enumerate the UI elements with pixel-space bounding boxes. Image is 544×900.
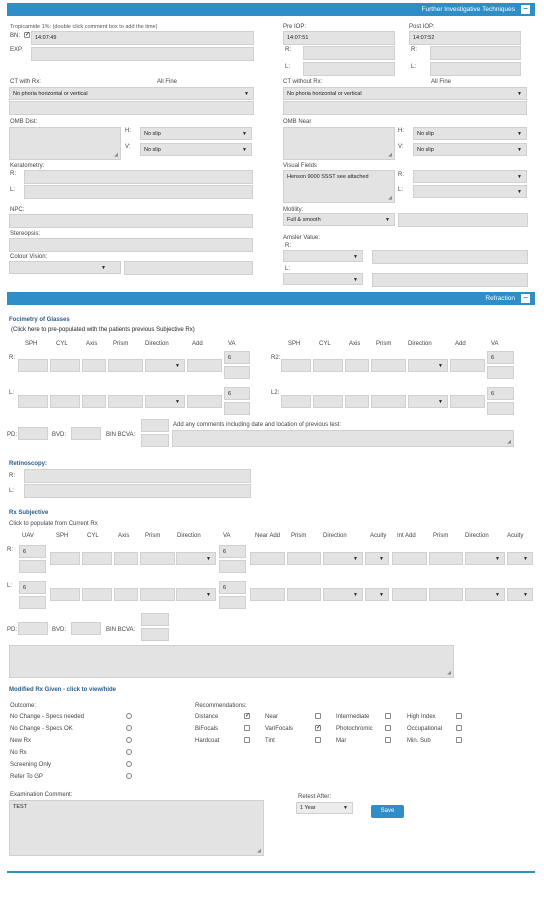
bn-label: BN: — [10, 33, 21, 39]
motility-select[interactable] — [283, 213, 395, 226]
rec-mar-checkbox[interactable] — [385, 737, 391, 743]
foci-l2-add[interactable] — [450, 395, 485, 408]
outcome-1-label: No Change - Specs OK — [10, 726, 73, 732]
foci-r-axis[interactable] — [82, 359, 106, 372]
footer-divider — [7, 871, 535, 873]
sub-col-va: VA — [223, 533, 231, 539]
resize-handle-icon: ◢ — [507, 439, 511, 445]
outcome-3-label: No Rx — [10, 750, 27, 756]
omb-dist-h-label: H: — [125, 128, 131, 134]
sub-pd-label: PD: — [7, 627, 18, 633]
exp-field[interactable] — [31, 47, 254, 61]
col-cyl: CYL — [56, 341, 68, 347]
keratometry-label: Keratometry: — [10, 163, 45, 169]
kerato-r-field[interactable] — [24, 170, 253, 184]
foci-l-label: L: — [9, 390, 15, 396]
omb-dist-h-value: No slip — [144, 131, 161, 137]
chevron-down-icon: ▼ — [101, 265, 106, 271]
sub-col-direction: Direction — [177, 533, 201, 539]
sub-r-direction[interactable] — [176, 552, 216, 565]
omb-near-h-value: No slip — [417, 131, 434, 137]
npc-label: NPC: — [10, 207, 25, 213]
motility-label: Motility: — [283, 207, 304, 213]
chevron-down-icon: ▼ — [438, 399, 443, 405]
foci-l2-cyl[interactable] — [313, 395, 343, 408]
sub-col-near-acuity: Acuity — [370, 533, 387, 539]
foci-bin-bcva-2[interactable] — [141, 434, 169, 447]
outcome-3-radio[interactable] — [126, 749, 132, 755]
sub-l-near-acuity[interactable] — [365, 588, 389, 601]
sub-r-near-direction[interactable] — [323, 552, 363, 565]
sub-bin-bcva-label: BIN BCVA: — [106, 627, 136, 633]
sub-col-prism: Prism — [145, 533, 161, 539]
bn-time-field[interactable]: 14:07:49 — [31, 31, 254, 45]
fit-title: Further Investigative Techniques — [421, 6, 515, 13]
foci-l2-prism[interactable] — [371, 395, 406, 408]
comments-hint: Add any comments including date and location of previous test: — [173, 422, 342, 428]
rec-intermediate-checkbox[interactable] — [385, 713, 391, 719]
foci-r2-sph[interactable] — [281, 359, 311, 372]
recommendations-label: Recommendations: — [195, 703, 247, 709]
sub-col-int-add: Int Add — [397, 533, 416, 539]
outcome-label: Outcome: — [10, 703, 37, 709]
col-sph: SPH — [25, 341, 38, 347]
save-button[interactable]: Save — [371, 805, 404, 818]
foci-comments-textarea[interactable] — [172, 430, 514, 447]
sub-r-prism[interactable] — [140, 552, 175, 565]
omb-near-v-label: V: — [398, 144, 404, 150]
foci-l2-direction[interactable] — [408, 395, 448, 408]
pre-iop-label: Pre IOP: — [283, 24, 307, 30]
foci-r-sph[interactable] — [18, 359, 48, 372]
sub-r-label: R: — [7, 547, 13, 553]
foci-l-va[interactable]: 6 — [224, 387, 250, 400]
col2-axis: Axis — [349, 341, 361, 347]
amsler-r-comment[interactable] — [372, 250, 528, 264]
tropicamide-label: Tropicamide 1%: (double click comment box to add the time) — [10, 24, 158, 30]
vf-r-select[interactable] — [413, 170, 527, 183]
sub-l-int-prism[interactable] — [429, 588, 463, 601]
outcome-1-radio[interactable] — [126, 725, 132, 731]
post-iop-label: Post IOP: — [409, 24, 435, 30]
sub-r-int-acuity[interactable] — [507, 552, 533, 565]
kerato-l-label: L: — [10, 187, 16, 193]
visual-fields-value: Henson 9000 SSST see attached — [287, 174, 369, 180]
sub-col-near-prism: Prism — [291, 533, 307, 539]
sub-l-int-add[interactable] — [392, 588, 427, 601]
resize-handle-icon: ◢ — [257, 848, 261, 854]
foci-l-va2[interactable] — [224, 402, 250, 415]
retino-r-label: R: — [9, 473, 15, 479]
sub-col-int-prism: Prism — [433, 533, 449, 539]
vf-l-label: L: — [398, 187, 404, 193]
foci-r-prism[interactable] — [108, 359, 143, 372]
refraction-title: Refraction — [485, 295, 515, 302]
foci-r2-va[interactable]: 6 — [487, 351, 514, 364]
sub-bin-bcva-2[interactable] — [141, 628, 169, 641]
foci-l2-label: L2: — [271, 390, 280, 396]
kerato-r-label: R: — [10, 171, 16, 177]
chevron-down-icon: ▼ — [353, 556, 358, 562]
retino-r-field[interactable] — [24, 469, 251, 483]
refraction-header[interactable] — [7, 292, 535, 305]
motility-value: Full & smooth — [287, 217, 321, 223]
ct-with-value: No phoria horizontal or vertical — [13, 91, 88, 97]
collapse-icon[interactable]: − — [521, 294, 530, 303]
sub-r-cyl[interactable] — [82, 552, 112, 565]
sub-r-uav2[interactable] — [19, 560, 46, 573]
foci-l2-va2[interactable] — [487, 402, 514, 415]
npc-field[interactable] — [9, 214, 253, 228]
foci-l2-sph[interactable] — [281, 395, 311, 408]
col-prism: Prism — [113, 341, 129, 347]
post-iop-l-label: L: — [411, 64, 417, 70]
foci-r2-label: R2: — [271, 355, 281, 361]
sub-col-sph: SPH — [56, 533, 69, 539]
amsler-r-select[interactable] — [283, 250, 363, 262]
pre-iop-r-label: R: — [285, 47, 291, 53]
sub-pd-field[interactable] — [18, 622, 48, 635]
rec-high-index-checkbox[interactable] — [456, 713, 462, 719]
foci-r-add[interactable] — [187, 359, 222, 372]
chevron-down-icon: ▼ — [495, 556, 500, 562]
prepopulate-link[interactable]: (Click here to pre-populated with the patients previous Subjective Rx) — [11, 327, 195, 333]
foci-r2-prism[interactable] — [371, 359, 406, 372]
rec-tint-checkbox[interactable] — [315, 737, 321, 743]
retest-value: 1 Year — [300, 805, 316, 811]
foci-r2-va2[interactable] — [487, 366, 514, 379]
chevron-down-icon: ▼ — [379, 556, 384, 562]
rec-distance-label: Distance — [195, 714, 219, 720]
omb-near-h-select[interactable] — [413, 127, 527, 140]
col-va: VA — [228, 341, 236, 347]
sub-r-sph[interactable] — [50, 552, 80, 565]
post-iop-time-field[interactable]: 14:07:52 — [409, 31, 521, 45]
vf-l-select[interactable] — [413, 185, 527, 198]
sub-r-int-add[interactable] — [392, 552, 427, 565]
rec-photochromic-label: Photochromic — [336, 726, 373, 732]
foci-pd-label: PD: — [7, 432, 18, 438]
foci-r2-axis[interactable] — [345, 359, 369, 372]
sub-r-near-acuity[interactable] — [365, 552, 389, 565]
exp-label: EXP — [10, 47, 23, 53]
col-add: Add — [192, 341, 203, 347]
outcome-4-radio[interactable] — [126, 761, 132, 767]
chevron-down-icon: ▼ — [385, 217, 390, 223]
rec-varifocals-label: VariFocals — [265, 726, 293, 732]
ct-with-select[interactable] — [9, 87, 254, 100]
omb-dist-h-select[interactable] — [140, 127, 252, 140]
ct-with-label: CT with Rx: — [10, 79, 41, 85]
foci-pd-field[interactable] — [18, 427, 48, 440]
vf-r-label: R: — [398, 172, 404, 178]
rx-subjective-title: Rx Subjective — [9, 510, 49, 516]
col-direction: Direction — [145, 341, 169, 347]
omb-dist-label: OMB Dist: — [10, 119, 38, 125]
rec-bifocals-checkbox[interactable] — [244, 725, 250, 731]
sub-l-near-direction[interactable] — [323, 588, 363, 601]
foci-r2-cyl[interactable] — [313, 359, 343, 372]
sub-col-int-acuity: Acuity — [507, 533, 524, 539]
post-iop-r-field[interactable] — [430, 46, 521, 60]
post-iop-r-label: R: — [411, 47, 417, 53]
sub-bin-bcva-1[interactable] — [141, 613, 169, 626]
chevron-down-icon: ▼ — [206, 592, 211, 598]
outcome-2-label: New Rx — [10, 738, 32, 744]
motility-comment[interactable] — [398, 213, 528, 227]
foci-bin-bcva-label: BIN BCVA: — [106, 432, 136, 438]
foci-bin-bcva-1[interactable] — [141, 419, 169, 432]
rec-occupational-checkbox[interactable] — [456, 725, 462, 731]
chevron-down-icon: ▼ — [175, 399, 180, 405]
exam-comment-value: TEST — [13, 804, 28, 810]
foci-r-va[interactable]: 6 — [224, 351, 250, 364]
sub-r-va[interactable]: 6 — [219, 545, 246, 558]
rec-bifocals-label: BiFocals — [195, 726, 219, 732]
sub-l-sph[interactable] — [50, 588, 80, 601]
foci-r2-direction[interactable] — [408, 359, 448, 372]
omb-near-label: OMB Near — [283, 119, 312, 125]
exam-comment-textarea[interactable] — [9, 800, 264, 856]
resize-handle-icon: ◢ — [388, 152, 392, 158]
rec-intermediate-label: Intermediate — [336, 714, 370, 720]
amsler-l-label: L: — [285, 266, 291, 272]
rec-photochromic-checkbox[interactable] — [385, 725, 391, 731]
fit-header[interactable] — [7, 3, 535, 16]
col2-direction: Direction — [408, 341, 432, 347]
foci-l-add[interactable] — [187, 395, 222, 408]
post-iop-l-field[interactable] — [430, 62, 521, 76]
foci-bvd-label: BVD: — [52, 432, 67, 438]
chevron-down-icon: ▼ — [175, 363, 180, 369]
outcome-5-radio[interactable] — [126, 773, 132, 779]
pre-iop-time-field[interactable]: 14:07:51 — [283, 31, 395, 45]
col-axis: Axis — [86, 341, 98, 347]
focimetry-title: Focimetry of Glasses — [9, 317, 70, 323]
ct-with-comment[interactable] — [9, 101, 254, 115]
amsler-l-select[interactable] — [283, 273, 363, 285]
resize-handle-icon: ◢ — [447, 670, 451, 676]
sub-r-axis[interactable] — [114, 552, 138, 565]
sub-l-near-add[interactable] — [250, 588, 285, 601]
collapse-icon[interactable]: − — [521, 5, 530, 14]
pre-iop-l-label: L: — [285, 64, 291, 70]
omb-dist-v-value: No slip — [144, 147, 161, 153]
ct-without-comment[interactable] — [283, 101, 527, 115]
exam-comment-label: Examination Comment: — [10, 792, 73, 798]
sub-r-near-prism[interactable] — [287, 552, 321, 565]
chevron-down-icon: ▼ — [517, 131, 522, 137]
chevron-down-icon: ▼ — [242, 131, 247, 137]
sub-col-near-add: Near Add — [255, 533, 281, 539]
outcome-2-radio[interactable] — [126, 737, 132, 743]
rec-high-index-label: High Index — [407, 714, 436, 720]
outcome-0-label: No Change - Specs needed — [10, 714, 85, 720]
bn-checkbox[interactable]: ✓ — [25, 32, 31, 38]
amsler-l-comment[interactable] — [372, 273, 528, 287]
omb-near-v-select[interactable] — [413, 143, 527, 156]
resize-handle-icon: ◢ — [114, 152, 118, 158]
sub-l-prism[interactable] — [140, 588, 175, 601]
sub-bvd-label: BVD: — [52, 627, 67, 633]
modified-rx-toggle[interactable]: Modified Rx Given - click to view/hide — [9, 687, 117, 693]
chevron-down-icon: ▼ — [343, 805, 348, 811]
kerato-l-field[interactable] — [24, 185, 253, 199]
sub-l-direction[interactable] — [176, 588, 216, 601]
foci-bvd-field[interactable] — [71, 427, 101, 440]
sub-l-label: L: — [7, 583, 13, 589]
sub-notes-textarea[interactable] — [9, 645, 454, 678]
sub-col-int-direction: Direction — [465, 533, 489, 539]
rec-distance-checkbox[interactable]: ✓ — [245, 713, 251, 719]
sub-l-va2[interactable] — [219, 596, 246, 609]
ct-without-label: CT without Rx: — [283, 79, 323, 85]
col2-sph: SPH — [288, 341, 301, 347]
chevron-down-icon: ▼ — [523, 592, 528, 598]
chevron-down-icon: ▼ — [353, 592, 358, 598]
chevron-down-icon: ▼ — [495, 592, 500, 598]
foci-r-label: R: — [9, 355, 15, 361]
outcome-4-label: Screening Only — [10, 762, 52, 768]
pre-iop-l-field[interactable] — [303, 62, 395, 76]
sub-l-int-direction[interactable] — [465, 588, 505, 601]
ct-without-status: All Fine — [431, 79, 452, 85]
omb-near-h-label: H: — [398, 128, 404, 134]
stereopsis-label: Stereopsis: — [10, 231, 41, 237]
sub-l-va[interactable]: 6 — [219, 581, 246, 594]
sub-l-axis[interactable] — [114, 588, 138, 601]
col2-add: Add — [455, 341, 466, 347]
col2-prism: Prism — [376, 341, 392, 347]
chevron-down-icon: ▼ — [353, 277, 358, 283]
chevron-down-icon: ▼ — [517, 91, 522, 97]
omb-dist-v-label: V: — [125, 144, 131, 150]
rec-mar-label: Mar — [336, 738, 347, 744]
chevron-down-icon: ▼ — [353, 254, 358, 260]
chevron-down-icon: ▼ — [523, 556, 528, 562]
foci-l2-axis[interactable] — [345, 395, 369, 408]
retest-label: Retest After: — [298, 794, 332, 800]
sub-col-uav: UAV — [22, 533, 34, 539]
omb-dist-textarea[interactable] — [9, 127, 121, 160]
chevron-down-icon: ▼ — [242, 147, 247, 153]
sub-l-uav[interactable]: 6 — [19, 581, 46, 594]
sub-bvd-field[interactable] — [71, 622, 101, 635]
foci-r2-add[interactable] — [450, 359, 485, 372]
omb-near-textarea[interactable] — [283, 127, 395, 160]
rec-min-sub-label: Min. Sub — [407, 738, 431, 744]
rec-hardcoat-label: Hardcoat — [195, 738, 220, 744]
rec-hardcoat-checkbox[interactable] — [244, 737, 250, 743]
col2-va: VA — [491, 341, 499, 347]
retinoscopy-title: Retinoscopy: — [9, 461, 48, 467]
chevron-down-icon: ▼ — [517, 189, 522, 195]
ct-without-select[interactable] — [283, 87, 527, 100]
chevron-down-icon: ▼ — [244, 91, 249, 97]
foci-r-cyl[interactable] — [50, 359, 80, 372]
col2-cyl: CYL — [319, 341, 331, 347]
foci-r-va2[interactable] — [224, 366, 250, 379]
pre-iop-r-field[interactable] — [303, 46, 395, 60]
resize-handle-icon: ◢ — [388, 195, 392, 201]
chevron-down-icon: ▼ — [517, 147, 522, 153]
chevron-down-icon: ▼ — [206, 556, 211, 562]
ct-with-status: All Fine — [157, 79, 178, 85]
foci-l-cyl[interactable] — [50, 395, 80, 408]
sub-l-cyl[interactable] — [82, 588, 112, 601]
amsler-label: Amsler Value: — [283, 235, 320, 241]
sub-col-near-direction: Direction — [323, 533, 347, 539]
foci-l-axis[interactable] — [82, 395, 106, 408]
retino-l-label: L: — [9, 488, 15, 494]
rec-tint-label: Tint — [265, 738, 275, 744]
outcome-5-label: Refer To GP — [10, 774, 43, 780]
sub-col-axis: Axis — [118, 533, 130, 539]
sub-r-int-direction[interactable] — [465, 552, 505, 565]
colour-vision-comment[interactable] — [124, 261, 253, 275]
visual-fields-label: Visual Fields — [283, 163, 317, 169]
foci-l-direction[interactable] — [145, 395, 185, 408]
rec-min-sub-checkbox[interactable] — [456, 737, 462, 743]
sub-r-int-prism[interactable] — [429, 552, 463, 565]
omb-dist-v-select[interactable] — [140, 143, 252, 156]
ct-without-value: No phoria horizontal or vertical — [287, 91, 362, 97]
sub-l-near-prism[interactable] — [287, 588, 321, 601]
sub-r-va2[interactable] — [219, 560, 246, 573]
amsler-r-label: R: — [285, 243, 291, 249]
foci-l2-va[interactable]: 6 — [487, 387, 514, 400]
foci-l-sph[interactable] — [18, 395, 48, 408]
colour-vision-label: Colour Vision: — [10, 254, 48, 260]
rec-varifocals-checkbox[interactable]: ✓ — [316, 725, 322, 731]
chevron-down-icon: ▼ — [438, 363, 443, 369]
chevron-down-icon: ▼ — [517, 174, 522, 180]
sub-r-uav[interactable]: 6 — [19, 545, 46, 558]
retino-l-field[interactable] — [24, 484, 251, 498]
stereopsis-field[interactable] — [9, 238, 253, 252]
sub-l-int-acuity[interactable] — [507, 588, 533, 601]
sub-l-uav2[interactable] — [19, 596, 46, 609]
foci-l-prism[interactable] — [108, 395, 143, 408]
outcome-0-radio[interactable] — [126, 713, 132, 719]
populate-current-rx-link[interactable]: Click to populate from Current Rx — [9, 521, 98, 527]
foci-r-direction[interactable] — [145, 359, 185, 372]
retest-select[interactable] — [296, 802, 353, 814]
visual-fields-textarea[interactable] — [283, 170, 395, 203]
sub-r-near-add[interactable] — [250, 552, 285, 565]
rec-occupational-label: Occupational — [407, 726, 443, 732]
rec-near-checkbox[interactable] — [315, 713, 321, 719]
sub-col-cyl: CYL — [87, 533, 99, 539]
omb-near-v-value: No slip — [417, 147, 434, 153]
chevron-down-icon: ▼ — [379, 592, 384, 598]
colour-vision-select[interactable] — [9, 261, 121, 274]
rec-near-label: Near — [265, 714, 279, 720]
